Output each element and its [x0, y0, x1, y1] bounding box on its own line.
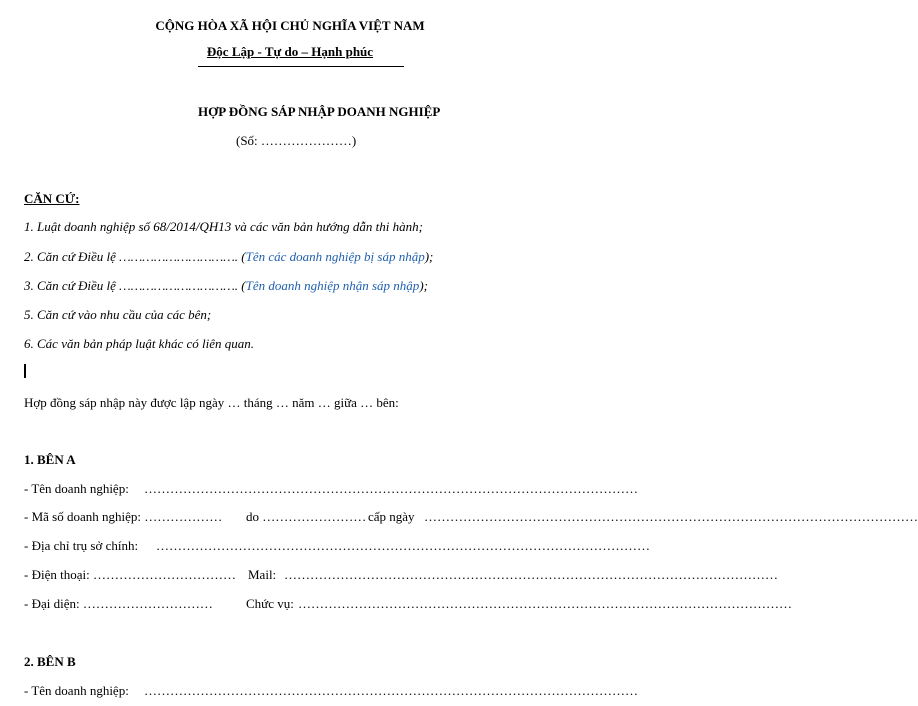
- party-a-mail-field[interactable]: ……………………………………………………………………………………………………: [284, 567, 778, 582]
- basis-item-tail: );: [419, 278, 428, 293]
- party-b-company-label: - Tên doanh nghiệp:: [24, 683, 129, 698]
- party-a-address-field[interactable]: ……………………………………………………………………………………………………: [156, 538, 650, 553]
- party-a-tax-date-field[interactable]: ……………………………………………………………………………………………………: [424, 509, 918, 524]
- basis-item-text: 3. Căn cứ Điều lệ …………………………. (: [24, 278, 246, 293]
- party-a-tax-by: do ……………………: [246, 509, 367, 524]
- party-a-position-label: Chức vụ:: [246, 596, 294, 611]
- party-a-phone-label: - Điện thoại: ……………………………: [24, 567, 236, 582]
- basis-item-text: 2. Căn cứ Điều lệ …………………………. (: [24, 249, 246, 264]
- basis-item-note: Tên các doanh nghiệp bị sáp nhập: [245, 249, 425, 264]
- basis-item-6: 6. Các văn bản pháp luật khác có liên quan.: [24, 336, 254, 351]
- party-a-company-field[interactable]: ……………………………………………………………………………………………………: [144, 481, 638, 496]
- text-cursor[interactable]: [24, 364, 26, 378]
- contract-title: HỢP ĐỒNG SÁP NHẬP DOANH NGHIỆP: [198, 104, 441, 119]
- contract-number: (Số: …………………): [236, 133, 357, 148]
- party-b-heading: 2. BÊN B: [24, 654, 76, 669]
- national-title: CỘNG HÒA XÃ HỘI CHỦ NGHĨA VIỆT NAM: [155, 18, 425, 33]
- motto-rule: [198, 66, 404, 67]
- party-a-company-label: - Tên doanh nghiệp:: [24, 481, 129, 496]
- party-a-heading: 1. BÊN A: [24, 452, 76, 467]
- intro-text: Hợp đồng sáp nhập này được lập ngày … tháng … năm … giữa … bên:: [24, 395, 399, 410]
- basis-item-5: 5. Căn cứ vào nhu cầu của các bên;: [24, 307, 212, 322]
- party-a-tax-label: - Mã số doanh nghiệp: ………………: [24, 509, 223, 524]
- basis-item-1: [24, 219, 423, 235]
- party-a-position-field[interactable]: ……………………………………………………………………………………………………: [298, 596, 792, 611]
- national-motto: Độc Lập - Tự do – Hạnh phúc: [206, 44, 374, 59]
- party-a-rep-label: - Đại diện: …………………………: [24, 596, 213, 611]
- basis-item-tail: );: [424, 249, 434, 264]
- basis-heading: CĂN CỨ:: [24, 191, 80, 206]
- basis-item-text: 1. Luật doanh nghiệp số 68/2014/QH13 và các văn bản hướng dẫn thi hành;: [24, 219, 423, 234]
- basis-item-note: Tên doanh nghiệp nhận sáp nhập: [245, 278, 420, 293]
- party-a-mail-label: Mail:: [248, 567, 277, 582]
- party-b-company-field[interactable]: ……………………………………………………………………………………………………: [144, 683, 638, 698]
- basis-item-3: [24, 278, 428, 294]
- party-a-tax-date-label: cấp ngày: [368, 509, 415, 524]
- party-a-address-label: - Địa chỉ trụ sở chính:: [24, 538, 139, 553]
- basis-item-2: [24, 249, 433, 265]
